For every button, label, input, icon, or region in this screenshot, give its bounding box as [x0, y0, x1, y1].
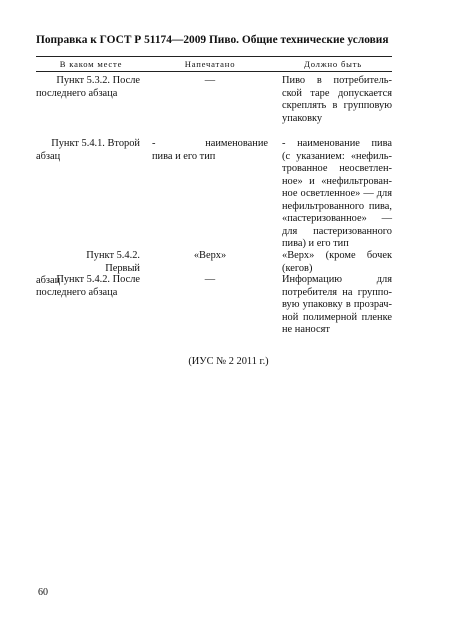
table-row — [36, 75, 392, 125]
cell-printed-line: - наименование — [152, 138, 268, 149]
cell-should-be-line: (кегов) — [282, 262, 313, 274]
cell-printed-line: «Верх» — [193, 250, 227, 261]
cell-should-be-line: скреплять в групповую — [282, 100, 392, 111]
page-title: Поправка к ГОСТ Р 51174—2009 Пиво. Общие технические условия — [36, 34, 389, 46]
header-should-be: Должно быть — [304, 59, 362, 69]
cell-printed — [146, 138, 274, 251]
cell-should-be — [274, 138, 392, 251]
cell-should-be-line: (с указанием: «нефиль- — [282, 150, 392, 162]
cell-printed-line: — — [204, 274, 216, 285]
cell-where-line: Пункт 5.4.2. После — [56, 274, 140, 285]
cell-should-be-line: вую упаковку в прозрач- — [282, 299, 392, 310]
cell-where-line: Пункт 5.4.1. Второй — [51, 138, 140, 149]
header-where: В каком месте — [59, 59, 123, 69]
cell-where-line: Пункт 5.3.2. После — [56, 75, 140, 86]
cell-should-be-line: - наименование пива — [282, 138, 392, 149]
corrections-table — [36, 56, 392, 335]
cell-printed-line: — — [204, 75, 216, 86]
header-printed: Напечатано — [184, 59, 236, 69]
cell-should-be-line: «пастеризованное» — — [282, 213, 392, 224]
cell-should-be-line: ной полимерной пленке — [282, 311, 392, 323]
cell-should-be-line: для пастеризованного — [282, 225, 392, 237]
cell-should-be-line: потребителя на группо- — [282, 286, 392, 298]
cell-should-be-line: упаковку — [282, 112, 323, 124]
table-header — [36, 57, 392, 71]
cell-where — [36, 75, 146, 125]
cell-where — [36, 274, 146, 337]
cell-should-be-line: трованное неосветлен- — [282, 163, 392, 174]
cell-should-be-line: Информацию для — [282, 274, 392, 285]
cell-printed — [146, 274, 274, 337]
cell-should-be-line: «Верх» (кроме бочек — [282, 250, 392, 261]
cell-should-be — [274, 274, 392, 337]
cell-should-be-line: ное осветленное» — для — [282, 188, 392, 199]
cell-where-line: Пункт 5.4.2. Первый — [86, 250, 140, 274]
table-header-rule — [36, 71, 392, 72]
cell-where-line: последнего абзаца — [36, 286, 118, 298]
cell-should-be-line: ное» и «нефильтрован- — [282, 175, 392, 187]
table-row — [36, 274, 392, 337]
cell-where-line: абзац — [36, 150, 61, 162]
table-row — [36, 138, 392, 251]
cell-should-be-line: Пиво в потребитель- — [282, 75, 392, 86]
cell-printed — [146, 75, 274, 125]
cell-should-be-line: ской таре допускается — [282, 87, 392, 99]
cell-should-be-line: не наносят — [282, 324, 330, 335]
cell-should-be-line: нефильтрованного пива, — [282, 200, 392, 212]
cell-where-line: последнего абзаца — [36, 87, 118, 99]
page-number: 60 — [38, 587, 48, 598]
cell-where — [36, 138, 146, 251]
source-note: (ИУС № 2 2011 г.) — [188, 356, 269, 367]
cell-should-be — [274, 75, 392, 125]
cell-where-line: абзац — [36, 275, 61, 286]
cell-should-be-line: пива) и его тип — [282, 238, 349, 249]
cell-printed-line: пива и его тип — [152, 150, 216, 162]
